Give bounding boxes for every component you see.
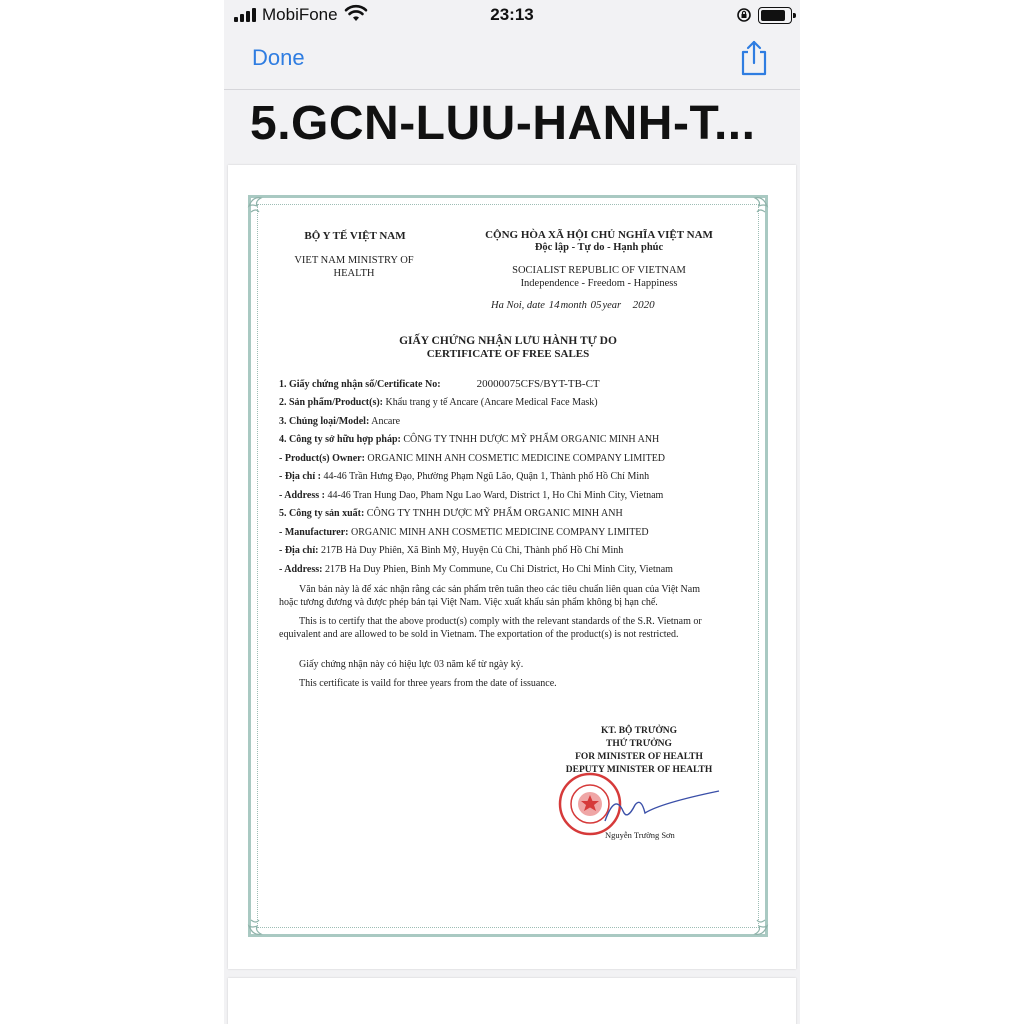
ministry-name-en: VIET NAM MINISTRY OF HEALTH xyxy=(294,255,414,279)
field-legal-owner: 4. Công ty sở hữu hợp pháp: CÔNG TY TNHH DƯỢC MỸ PHẨM ORGANIC MINH ANH xyxy=(279,434,660,445)
status-bar xyxy=(224,0,800,30)
motto-en: Independence - Freedom - Happiness xyxy=(520,278,678,289)
document-title: 5.GCN-LUU-HANH-T... xyxy=(250,97,756,150)
field-manufacturer-address-en: - Address: 217B Ha Duy Phien, Binh My Commune, Cu Chi District, Ho Chi Minh City, Vietnam xyxy=(279,564,673,575)
field-manufacturer-vn: 5. Công ty sản xuất: CÔNG TY TNHH DƯỢC MỸ PHẨM ORGANIC MINH ANH xyxy=(279,508,623,519)
share-icon[interactable] xyxy=(736,38,772,78)
statement-en: This is to certify that the above product(s) comply with the relevant standards of the S.R. Vietnam or equivalent and are allowed to be sold in Vietnam. The exportation of the product(s) is not restricted. xyxy=(279,616,702,640)
statement-vn: Văn bản này là để xác nhận rằng các sản phẩm trên tuân theo các tiêu chuẩn liên quan của Việt Nam hoặc tương đương và được phép bán tại Việt Nam. Việc xuất khẩu sản phẩm không bị hạn chế. xyxy=(279,584,700,608)
certificate-title-vn: GIẤY CHỨNG NHẬN LƯU HÀNH TỰ DO xyxy=(399,335,617,347)
field-manufacturer-address-vn: - Địa chỉ: 217B Hà Duy Phiên, Xã Bình Mỹ, Huyện Củ Chi, Thành phố Hồ Chí Minh xyxy=(279,545,624,556)
corner-ornament-icon xyxy=(747,194,769,216)
field-product-owner: - Product(s) Owner: ORGANIC MINH ANH COSMETIC MEDICINE COMPANY LIMITED xyxy=(279,453,666,464)
orientation-lock-icon xyxy=(736,7,752,23)
field-product: 2. Sản phẩm/Product(s): Khẩu trang y tế Ancare (Ancare Medical Face Mask) xyxy=(279,397,598,408)
validity-vn: Giấy chứng nhận này có hiệu lực 03 năm kể từ ngày ký. xyxy=(299,659,524,670)
field-owner-address-en: - Address : 44-46 Tran Hung Dao, Pham Ngu Lao Ward, District 1, Ho Chi Minh City, Vietnam xyxy=(279,490,664,501)
done-button[interactable]: Done xyxy=(252,45,305,70)
corner-ornament-icon xyxy=(247,194,269,216)
next-document-page[interactable] xyxy=(228,978,796,1024)
republic-name-vn: CỘNG HÒA XÃ HỘI CHỦ NGHĨA VIỆT NAM xyxy=(485,229,713,241)
corner-ornament-icon xyxy=(747,916,769,938)
motto-vn: Độc lập - Tự do - Hạnh phúc xyxy=(534,242,664,253)
phone-screen xyxy=(224,0,800,1024)
corner-ornament-icon xyxy=(247,916,269,938)
field-owner-address-vn: - Địa chỉ : 44-46 Trần Hưng Đạo, Phường Phạm Ngũ Lão, Quận 1, Thành phố Hồ Chí Minh xyxy=(279,471,650,482)
signature-icon xyxy=(601,783,721,833)
carrier-name: MobiFone xyxy=(262,5,338,24)
ministry-name-vn: BỘ Y TẾ VIỆT NAM xyxy=(304,230,406,242)
field-model: 3. Chủng loại/Model: Ancare xyxy=(279,416,401,427)
sign-title-4: DEPUTY MINISTER OF HEALTH xyxy=(565,765,713,775)
republic-name-en: SOCIALIST REPUBLIC OF VIETNAM xyxy=(512,265,686,276)
certificate-frame xyxy=(248,195,768,937)
status-time: 23:13 xyxy=(490,5,534,24)
document-page[interactable] xyxy=(228,165,796,969)
issue-date: Ha Noi, date 14month 05year 2020 xyxy=(491,299,655,311)
nav-divider xyxy=(224,89,800,90)
validity-en: This certificate is vaild for three years from the date of issuance. xyxy=(299,678,557,689)
sign-title-3: FOR MINISTER OF HEALTH xyxy=(575,752,703,762)
field-certificate-no: 1. Giấy chứng nhận số/Certificate No: 20000075CFS/BYT-TB-CT xyxy=(279,378,600,390)
field-manufacturer-en: - Manufacturer: ORGANIC MINH ANH COSMETIC MEDICINE COMPANY LIMITED xyxy=(279,527,649,538)
battery-icon xyxy=(758,7,792,24)
signer-name: Nguyễn Trường Sơn xyxy=(605,830,675,840)
sign-title-2: THỨ TRƯỞNG xyxy=(606,739,672,749)
certificate-title-en: CERTIFICATE OF FREE SALES xyxy=(426,348,590,360)
sign-title-1: KT. BỘ TRƯỞNG xyxy=(600,726,678,736)
